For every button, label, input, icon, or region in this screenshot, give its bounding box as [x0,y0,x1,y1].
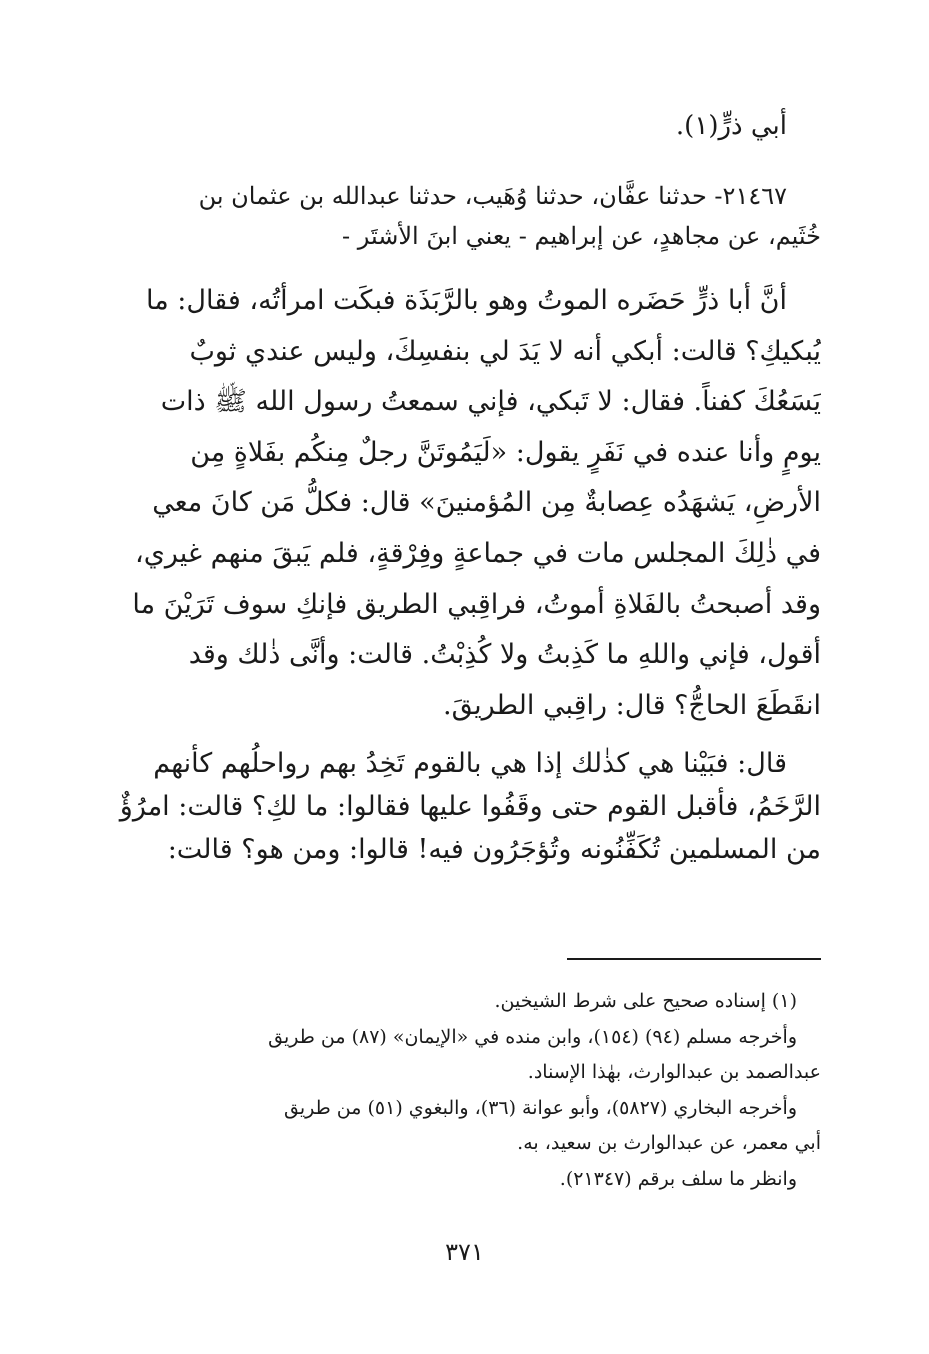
footnote-line: وانظر ما سلف برقم (٢١٣٤٧). [559,1167,797,1190]
intro-line: أبي ذرٍّ(١). [675,111,787,141]
text-line: في ذٰلِكَ المجلس مات في جماعةٍ وفِرْقةٍ، فلم يَبقَ منهم غيري، [135,537,821,569]
text-line: يُبكيكِ؟ قالت: أبكي أنه لا يَدَ لي بنفسِكَ، وليس عندي ثوبٌ [189,335,821,367]
footnote-line: وأخرجه مسلم (٩٤) (١٥٤)، وابن منده في «الإيمان» (٨٧) من طريق [268,1025,797,1048]
hadith-paragraph-2 [108,742,821,871]
isnad-paragraph [108,176,821,256]
footnote-line: أبي معمر، عن عبدالوارث بن سعيد، به. [517,1132,821,1154]
footnote-divider [567,958,821,960]
text-line: الأرضِ، يَشهَدُه عِصابةٌ مِن المُؤمنينَ» قال: فكلُّ مَن كانَ معي [152,487,821,519]
isnad-line: خُثَيم، عن مجاهدٍ، عن إبراهيم - يعني ابنَ الأشتَر - [342,222,821,250]
text-line: أقول، فإني واللهِ ما كَذِبتُ ولا كُذِبْتُ. قالت: وأنَّى ذٰلك وقد [188,639,821,671]
text-line: انقَطَعَ الحاجُّ؟ قال: راقِبي الطريقَ. [443,689,821,721]
footnotes [108,984,821,1197]
text-line: يومٍ وأنا عنده في نَفَرٍ يقول: «لَيَمُوتَنَّ رجلٌ مِنكُم بفَلاةٍ مِن [190,436,821,468]
text-line: قال: فبَيْنا هي كذٰلك إذا هي بالقوم تَخِدُ بهم رواحلُهم كأنهم [153,748,787,779]
text-line: الرَّخَمُ، فأقبل القوم حتى وقَفُوا عليها فقالوا: ما لكِ؟ قالت: امرُؤٌ [119,791,821,822]
isnad-line: ٢١٤٦٧- حدثنا عفَّان، حدثنا وُهَيب، حدثنا عبدالله بن عثمان بن [198,182,787,210]
text-line: من المسلمين تُكَفِّنُونه وتُؤجَرُون فيه! قالوا: ومن هو؟ قالت: [167,834,821,865]
text-line: وقد أصبحتُ بالفَلاةِ أموتُ، فراقِبي الطريق فإنكِ سوف تَرَيْنَ ما [132,588,821,620]
footnote-line: وأخرجه البخاري (٥٨٢٧)، وأبو عوانة (٣٦)، والبغوي (٥١) من طريق [284,1096,797,1119]
text-line: أنَّ أبا ذرٍّ حَضَره الموتُ وهو بالرَّبَذَة فبكَت امرأتُه، فقال: ما [146,285,787,316]
footnote-line: عبدالصمد بن عبدالوارث، بهٰذا الإسناد. [527,1061,821,1083]
footnote-line: (١) إسناده صحيح على شرط الشيخين. [494,990,797,1012]
text-line: يَسَعُكَ كفناً. فقال: لا تَبكي، فإني سمعتُ رسول الله ﷺ ذات [160,386,821,418]
intro-paragraph [108,100,821,152]
page-number: ٣٧١ [445,1238,484,1266]
hadith-paragraph-1 [108,276,821,731]
